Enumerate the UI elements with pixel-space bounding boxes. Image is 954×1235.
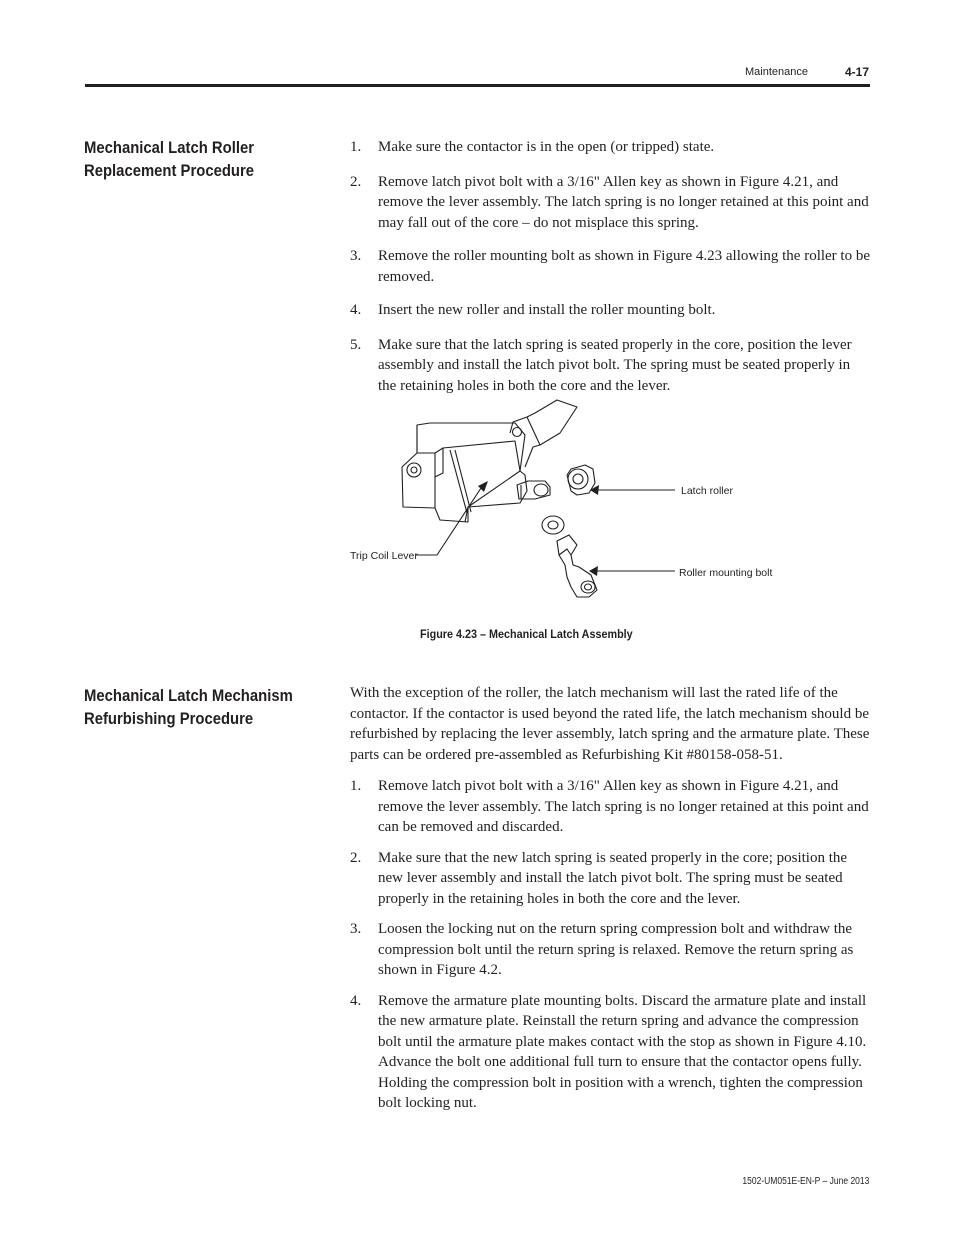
header-rule (85, 84, 870, 87)
step-number: 3. (350, 248, 362, 264)
step-text: Make sure the contactor is in the open (or tripped) state. (378, 139, 715, 155)
heading-line: Mechanical Latch Mechanism (84, 687, 293, 705)
section-heading-latch-roller (84, 137, 300, 183)
step-number: 5. (350, 336, 362, 353)
heading-line: Replacement Procedure (84, 162, 255, 180)
list-item (350, 848, 870, 910)
latch-roller-label: Latch roller (681, 485, 733, 497)
step-number: 1. (350, 139, 362, 155)
heading-line: Refurbishing Procedure (84, 710, 254, 728)
trip-coil-lever-label: Trip Coil Lever (350, 550, 418, 562)
step-number: 2. (350, 173, 362, 190)
list-item (350, 335, 870, 397)
refurbishing-body (350, 683, 870, 1114)
list-item (350, 300, 870, 321)
step-text: Make sure that the new latch spring is seated properly in the core; position the new lever assembly and install the latch pivot bolt. The spring must be seated properly in the retaining holes in both the core and the lever. (378, 849, 848, 907)
running-header-section: Maintenance (745, 66, 808, 78)
section-heading-refurbishing (84, 685, 300, 731)
step-text: Insert the new roller and install the roller mounting bolt. (378, 302, 716, 318)
step-text: Make sure that the latch spring is seated properly in the core, position the lever assembly and install the latch pivot bolt. The spring must be seated properly in the retaining holes in both the core and the lever. (378, 336, 852, 394)
heading-line: Mechanical Latch Roller (84, 139, 255, 157)
footer-doc-id: 1502-UM051E-EN-P – June 2013 (742, 1176, 869, 1187)
list-item (350, 137, 870, 158)
step-text: Loosen the locking nut on the return spring compression bolt and withdraw the compression bolt until the return spring is relaxed. Remove the return spring as shown in Figure 4.2. (378, 921, 854, 978)
latch-assembly-illustration (345, 395, 785, 610)
step-number: 3. (350, 921, 362, 937)
roller-mounting-bolt-label: Roller mounting bolt (679, 567, 773, 579)
step-text: Remove latch pivot bolt with a 3/16" Allen key as shown in Figure 4.21, and remove the lever assembly. The latch spring is no longer retained at this point and can be removed and discarded. (378, 778, 869, 835)
figure-caption: Figure 4.23 – Mechanical Latch Assembly (420, 627, 633, 641)
list-item (350, 776, 870, 838)
page-number: 4-17 (845, 65, 870, 79)
step-text: Remove the armature plate mounting bolts. Discard the armature plate and install the new armature plate. Reinstall the return spring and advance the compression bolt until the armature plate makes contact with the stop as shown in Figure 4.10. Advance the bolt one additional full turn to ensure that the contactor opens fully. Holding the compression bolt in position with a wrench, tighten the compression bolt locking nut. (378, 992, 867, 1111)
list-item (350, 991, 870, 1114)
step-number: 4. (350, 992, 362, 1009)
step-number: 1. (350, 778, 362, 794)
step-text: Remove the roller mounting bolt as shown in Figure 4.23 allowing the roller to be removed. (378, 248, 871, 285)
step-number: 2. (350, 849, 362, 866)
list-item (350, 246, 870, 287)
mechanical-latch-figure (345, 395, 785, 610)
list-item (350, 172, 870, 234)
step-text: Remove latch pivot bolt with a 3/16" Allen key as shown in Figure 4.21, and remove the lever assembly. The latch spring is no longer retained at this point and may fall out of the core – do not misplace this spring. (378, 173, 869, 231)
list-item (350, 919, 870, 981)
intro-paragraph: With the exception of the roller, the latch mechanism will last the rated life of the contactor. If the contactor is used beyond the rated life, the latch mechanism should be refurbished by replacing the lever assembly, latch spring and the armature plate. These parts can be ordered pre-assembled as Refurbishing Kit #80158-058-51. (350, 685, 870, 763)
latch-roller-steps (350, 137, 870, 396)
step-number: 4. (350, 302, 362, 318)
